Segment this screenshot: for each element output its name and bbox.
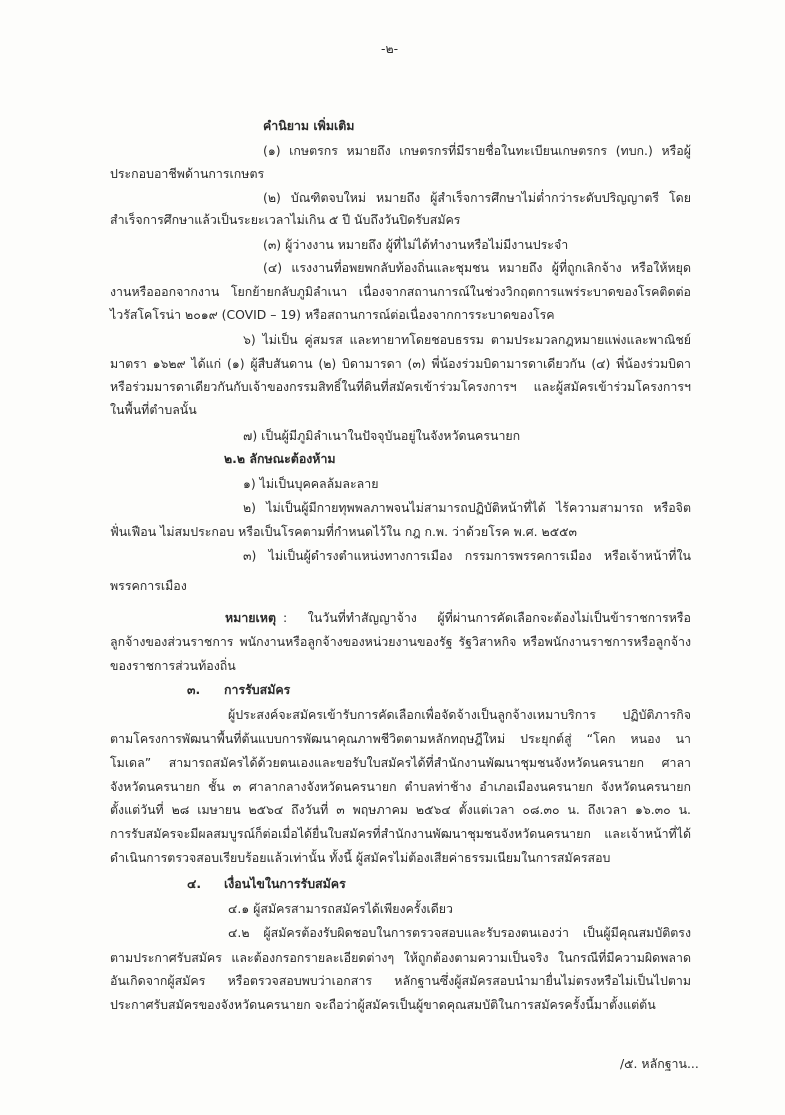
note-line: : ในวันที่ทำสัญญาจ้าง ผู้ที่ผ่านการคัดเลือกจะต้องไม่เป็นข้าราชการหรือ: [283, 610, 691, 625]
section4-number: ๔.: [187, 876, 202, 891]
section3-line: ดำเนินการตรวจสอบเรียบร้อยแล้วเท่านั้น ทั้งนี้ ผู้สมัครไม่ต้องเสียค่าธรรมเนียมในการสมัครสอบ: [110, 850, 611, 865]
prohibited-line: ฟั่นเฟือน ไม่สมประกอบ หรือเป็นโรคตามที่กำหนดไว้ใน กฎ ก.พ. ว่าด้วยโรค พ.ศ. ๒๕๕๓: [110, 524, 577, 539]
prohibited-line: ๒) ไม่เป็นผู้มีกายทุพพลภาพจนไม่สามารถปฏิบัติหน้าที่ได้ ไร้ความสามารถ หรือจิต: [243, 500, 691, 515]
prohibited-title: ๒.๒ ลักษณะต้องห้าม: [224, 451, 336, 466]
section4-line: ประกาศรับสมัครของจังหวัดนครนายก จะถือว่าผู้สมัครเป็นผู้ขาดคุณสมบัติในการสมัครครั้งนี้มาตั้งแต่ต้น: [110, 997, 656, 1012]
qualification-line: ๗) เป็นผู้มีภูมิลำเนาในปัจจุบันอยู่ในจังหวัดนครนายก: [243, 428, 521, 443]
qualification-line: ในพื้นที่ตำบลนั้น: [110, 402, 197, 417]
prohibited-line: พรรคการเมือง: [110, 578, 187, 593]
definitions-title: คำนิยาม เพิ่มเติม: [263, 118, 355, 133]
section4-line: ๔.๒ ผู้สมัครต้องรับผิดชอบในการตรวจสอบและรับรองตนเองว่า เป็นผู้มีคุณสมบัติตรง: [228, 925, 691, 940]
definition-line: (๓) ผู้ว่างงาน หมายถึง ผู้ที่ไม่ได้ทำงานหรือไม่มีงานประจำ: [263, 237, 569, 252]
page-number: -๒-: [381, 41, 399, 56]
section3-line: ผู้ประสงค์จะสมัครเข้ารับการคัดเลือกเพื่อจัดจ้างเป็นลูกจ้างเหมาบริการ ปฏิบัติภารกิจ: [228, 707, 691, 722]
definition-line: ไวรัสโคโรน่า ๒๐๑๙ (COVID – 19) หรือสถานการณ์ต่อเนื่องจากการระบาดของโรค: [110, 307, 555, 322]
prohibited-line: ๓) ไม่เป็นผู้ดำรงตำแหน่งทางการเมือง กรรมการพรรคการเมือง หรือเจ้าหน้าที่ใน: [243, 548, 691, 563]
section3-line: โมเดล” สามารถสมัครได้ด้วยตนเองและขอรับใบสมัครได้ที่สำนักงานพัฒนาชุมชนจังหวัดนครนายก ศาลา: [110, 755, 691, 770]
section3-line: ตามโครงการพัฒนาพื้นที่ต้นแบบการพัฒนาคุณภาพชีวิตตามหลักทฤษฎีใหม่ ประยุกต์สู่ “โคก หนอง นา: [110, 731, 691, 746]
definition-line: สำเร็จการศึกษาแล้วเป็นระยะเวลาไม่เกิน ๕ ปี นับถึงวันปิดรับสมัคร: [110, 212, 461, 227]
prohibited-line: ๑) ไม่เป็นบุคคลล้มละลาย: [243, 476, 379, 491]
section3-number: ๓.: [187, 682, 201, 697]
section3-line: ตั้งแต่วันที่ ๒๘ เมษายน ๒๕๖๔ ถึงวันที่ ๓ พฤษภาคม ๒๕๖๔ ตั้งแต่เวลา ๐๘.๓๐ น. ถึงเวลา ๑๖.๓๐ น.: [110, 802, 691, 817]
section4-title: เงื่อนไขในการรับสมัคร: [224, 876, 346, 891]
section4-line: อันเกิดจากผู้สมัคร หรือตรวจสอบพบว่าเอกสาร หลักฐานซึ่งผู้สมัครสอบนำมายื่นไม่ตรงหรือไม่เป็นไปตาม: [110, 973, 691, 988]
continuation-note: /๕. หลักฐาน...: [620, 1056, 699, 1071]
definition-line: (๒) บัณฑิตจบใหม่ หมายถึง ผู้สำเร็จการศึกษาไม่ต่ำกว่าระดับปริญญาตรี โดย: [263, 190, 691, 205]
section3-line: จังหวัดนครนายก ชั้น ๓ ศาลากลางจังหวัดนครนายก ตำบลท่าช้าง อำเภอเมืองนครนายก จังหวัดนครนายก: [110, 779, 691, 794]
qualification-line: มาตรา ๑๖๒๙ ได้แก่ (๑) ผู้สืบสันดาน (๒) บิดามารดา (๓) พี่น้องร่วมบิดามารดาเดียวกัน (๔) พี่น้องร่วมบิดา: [110, 356, 691, 371]
note-line: ของราชการส่วนท้องถิ่น: [110, 658, 236, 673]
section4-line: ตามประกาศรับสมัคร และต้องกรอกรายละเอียดต่างๆ ให้ถูกต้องตามความเป็นจริง ในกรณีที่มีความผิดพลาด: [110, 950, 691, 965]
note-line: ลูกจ้างของส่วนราชการ พนักงานหรือลูกจ้างของหน่วยงานของรัฐ รัฐวิสาหกิจ หรือพนักงานราชการหรือลูกจ้าง: [110, 634, 691, 649]
section3-line: การรับสมัครจะมีผลสมบูรณ์ก็ต่อเมื่อได้ยื่นใบสมัครที่สำนักงานพัฒนาชุมชนจังหวัดนครนายก และเจ้าหน้าที่ได้: [110, 826, 691, 841]
definition-line: (๔) แรงงานที่อพยพกลับท้องถิ่นและชุมชน หมายถึง ผู้ที่ถูกเลิกจ้าง หรือให้หยุด: [263, 260, 691, 275]
definition-line: ประกอบอาชีพด้านการเกษตร: [110, 166, 265, 181]
note-label: หมายเหตุ: [225, 610, 277, 625]
qualification-line: หรือร่วมมารดาเดียวกันกับเจ้าของกรรมสิทธิ์ในที่ดินที่สมัครเข้าร่วมโครงการฯ และผู้สมัครเข้าร่วมโครงการฯ: [110, 379, 691, 394]
definition-line: งานหรือออกจากงาน โยกย้ายกลับภูมิลำเนา เนื่องจากสถานการณ์ในช่วงวิกฤตการแพร่ระบาดของโรคติดต่อ: [110, 284, 691, 299]
section4-line: ๔.๑ ผู้สมัครสามารถสมัครได้เพียงครั้งเดียว: [228, 901, 454, 916]
section3-title: การรับสมัคร: [224, 682, 291, 697]
qualification-line: ๖) ไม่เป็น คู่สมรส และทายาทโดยชอบธรรม ตามประมวลกฎหมายแพ่งและพาณิชย์: [243, 332, 691, 347]
definition-line: (๑) เกษตรกร หมายถึง เกษตรกรที่มีรายชื่อในทะเบียนเกษตรกร (ทบก.) หรือผู้: [263, 143, 691, 158]
